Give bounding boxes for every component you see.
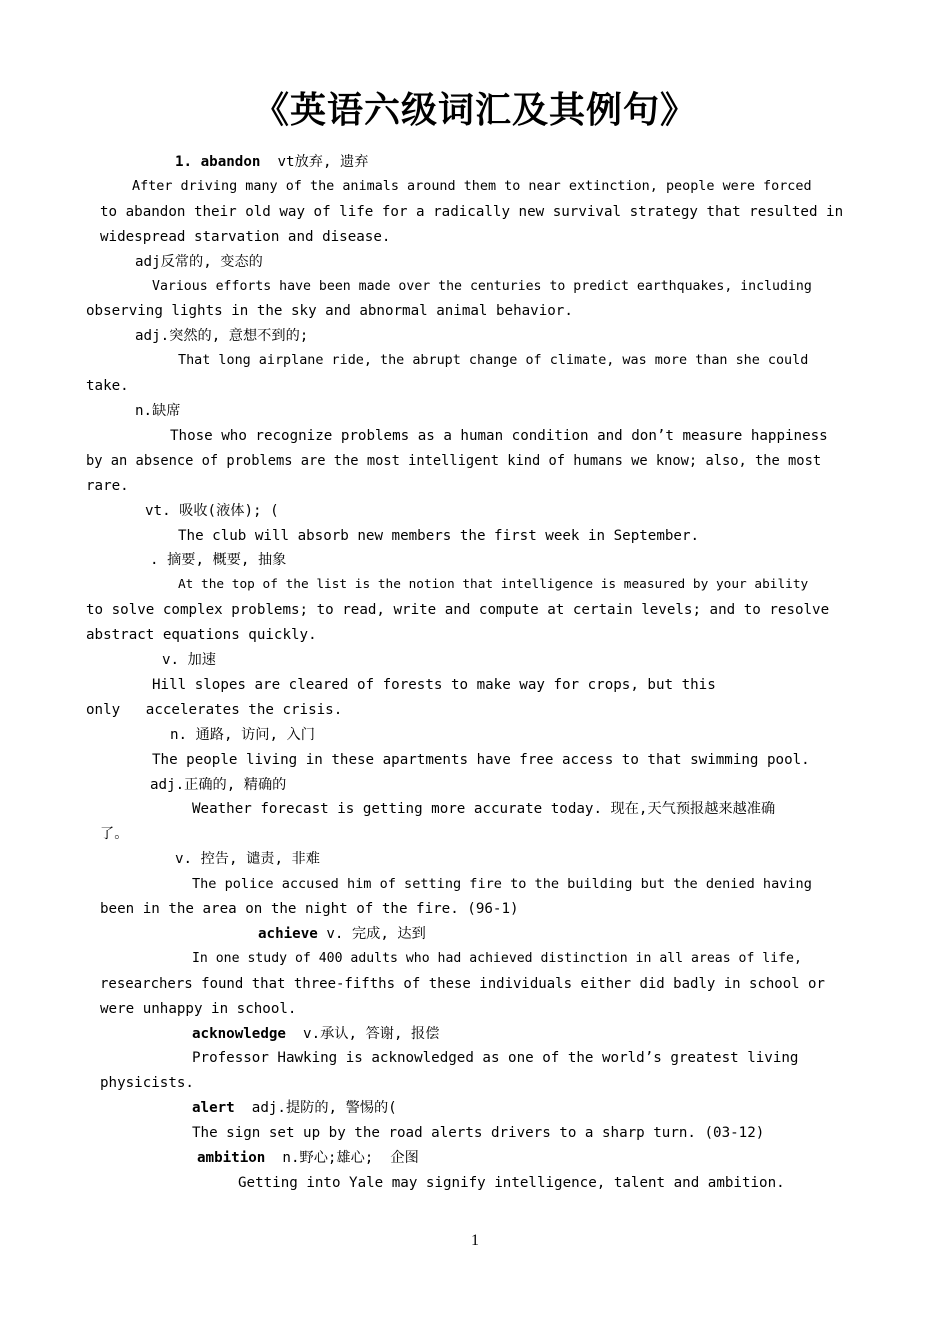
line-text: observing lights in the sky and abnormal animal behavior. [86,303,573,320]
line-text: to solve complex problems; to read, write and compute at certain levels; and to resolve [86,602,830,619]
text-line [192,875,812,893]
text-line [192,1049,798,1067]
text-line [86,701,342,719]
text-line [100,975,825,993]
line-text: vt放弃, 遗弃 [260,154,369,170]
text-line [86,626,317,644]
line-text: That long airplane ride, the abrupt change of climate, was more than she could [178,353,809,369]
line-text: The sign set up by the road alerts drivers to a sharp turn. (03-12) [192,1125,765,1142]
text-line [86,452,821,470]
vocab-headword: alert [192,1100,235,1117]
line-text: 了。 [100,826,129,843]
line-text: After driving many of the animals around them to near extinction, people were forced [132,178,812,194]
line-text: researchers found that three-fifths of these individuals either did badly in school or [100,975,825,992]
vocab-headword: ambition [197,1150,266,1166]
vocab-headword: achieve [258,925,318,942]
line-text: adj.突然的, 意想不到的; [135,328,309,345]
line-text: abstract equations quickly. [86,627,317,644]
text-line [100,228,390,246]
line-text: v. 完成, 达到 [317,925,426,942]
text-line [175,850,320,868]
line-text: vt. 吸收(液体); ( [145,502,279,519]
text-line [178,576,808,594]
line-text: n. 通路, 访问, 入门 [170,726,315,743]
text-line [192,800,775,818]
text-line [178,527,699,545]
text-line [100,1000,296,1018]
line-text: rare. [86,477,129,494]
line-text: Weather forecast is getting more accurate today. 现在,天气预报越来越准确 [192,801,776,818]
text-line [152,278,812,296]
line-text: to abandon their old way of life for a radically new survival strategy that resulted in [100,203,844,220]
text-line [192,1099,397,1117]
text-line [178,352,808,370]
text-line [170,427,828,445]
line-text: been in the area on the night of the fire. (96-1) [100,901,519,917]
document-title: 《英语六级词汇及其例句》 [252,90,697,131]
text-line [100,1074,194,1092]
text-line [135,327,308,345]
text-line [100,203,843,221]
text-line [192,1124,764,1142]
text-line [86,601,829,619]
text-line [258,925,426,943]
line-text: adj.正确的, 精确的 [150,776,287,793]
line-text: adj.提防的, 警惕的( [234,1100,397,1117]
text-line [238,1174,785,1192]
line-text: Professor Hawking is acknowledged as one of the world’s greatest living [192,1050,799,1067]
line-text: Those who recognize problems as a human condition and don’t measure happiness [170,427,828,444]
line-text: were unhappy in school. [100,1000,297,1017]
line-text: Hill slopes are cleared of forests to make way for crops, but this [152,676,716,693]
line-text: At the top of the list is the notion that intelligence is measured by your ability [178,577,809,593]
vocab-headword: acknowledge [192,1025,286,1042]
text-line [135,253,263,271]
text-line [100,825,128,843]
line-text: only accelerates the crisis. [86,701,343,718]
text-line [86,477,129,495]
text-line [192,1025,439,1043]
text-line [132,178,812,196]
line-text: Getting into Yale may signify intelligence, talent and ambition. [238,1174,785,1191]
text-line [86,377,129,395]
line-text: v.承认, 答谢, 报偿 [285,1025,440,1042]
text-line [152,751,810,769]
text-line [86,302,573,320]
text-line [175,153,368,171]
line-text: The club will absorb new members the first week in September. [178,527,700,544]
line-text: In one study of 400 adults who had achieved distinction in all areas of life, [192,950,802,966]
line-text: physicists. [100,1075,194,1092]
text-line [192,950,802,968]
line-text: . 摘要, 概要, 抽象 [150,552,287,569]
text-line [135,402,180,420]
line-text: The people living in these apartments have free access to that swimming pool. [152,751,810,768]
text-line [150,776,286,794]
text-line [152,676,716,694]
line-text: by an absence of problems are the most intelligent kind of humans we know; also, the most [86,452,822,469]
line-text: adj反常的, 变态的 [135,253,263,270]
text-line [170,726,315,744]
text-line [150,551,286,569]
text-line [145,502,279,520]
line-text: widespread starvation and disease. [100,228,391,245]
line-text: The police accused him of setting fire to the building but the denied having [192,876,812,893]
text-line [197,1149,419,1167]
page-number: 1 [471,1232,479,1249]
line-text: v. 控告, 谴责, 非难 [175,851,320,868]
line-text: take. [86,378,129,395]
text-line [100,900,519,918]
line-text: Various efforts have been made over the centuries to predict earthquakes, including [152,278,812,294]
line-text: v. 加速 [162,652,216,668]
vocab-headword: 1. abandon [175,154,261,170]
line-text: n.缺席 [135,403,181,419]
line-text: n.野心;雄心; 企图 [265,1150,419,1166]
text-line [162,651,216,669]
